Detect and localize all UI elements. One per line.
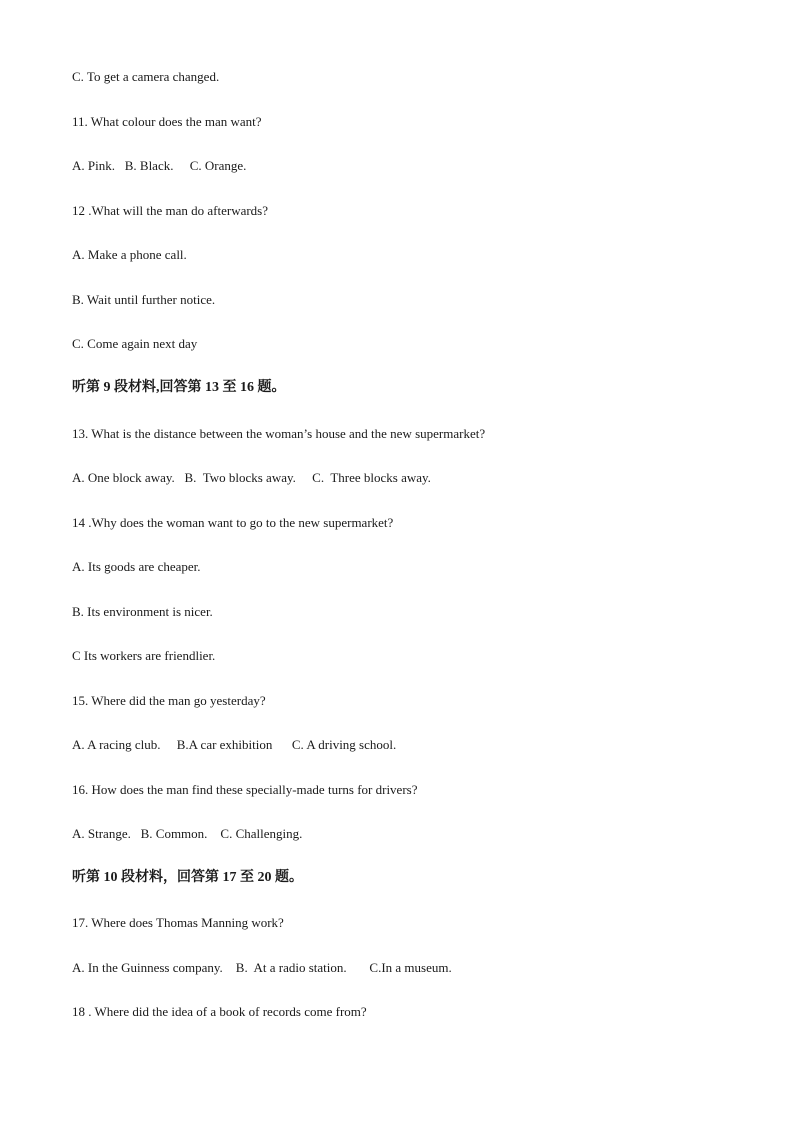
option-14a: A. Its goods are cheaper. bbox=[72, 559, 201, 574]
section-heading-10: 听第 10 段材料，回答第 17 至 20 题。 bbox=[72, 870, 303, 885]
option-14b: B. Its environment is nicer. bbox=[72, 604, 213, 619]
section-heading-9: 听第 9 段材料,回答第 13 至 16 题。 bbox=[72, 380, 286, 395]
question-18: 18 . Where did the idea of a book of records come from? bbox=[72, 1004, 367, 1019]
option-12c: C. Come again next day bbox=[72, 336, 198, 351]
question-12: 12 .What will the man do afterwards? bbox=[72, 203, 269, 218]
option-line-10c: C. To get a camera changed. bbox=[72, 69, 220, 84]
options-11: A. Pink. B. Black. C. Orange. bbox=[72, 158, 247, 173]
options-17: A. In the Guinness company. B. At a radio station. C.In a museum. bbox=[72, 960, 452, 975]
options-15: A. A racing club. B.A car exhibition C. A driving school. bbox=[72, 737, 397, 752]
options-13: A. One block away. B. Two blocks away. C. Three blocks away. bbox=[72, 470, 431, 485]
option-14c: C Its workers are friendlier. bbox=[72, 648, 216, 663]
question-11: 11. What colour does the man want? bbox=[72, 114, 262, 129]
question-15: 15. Where did the man go yesterday? bbox=[72, 693, 266, 708]
option-12a: A. Make a phone call. bbox=[72, 247, 187, 262]
question-13: 13. What is the distance between the woman’s house and the new supermarket? bbox=[72, 426, 486, 441]
options-16: A. Strange. B. Common. C. Challenging. bbox=[72, 826, 303, 841]
question-16: 16. How does the man find these specially-made turns for drivers? bbox=[72, 782, 418, 797]
option-12b: B. Wait until further notice. bbox=[72, 292, 216, 307]
question-14: 14 .Why does the woman want to go to the new supermarket? bbox=[72, 515, 394, 530]
question-17: 17. Where does Thomas Manning work? bbox=[72, 915, 284, 930]
